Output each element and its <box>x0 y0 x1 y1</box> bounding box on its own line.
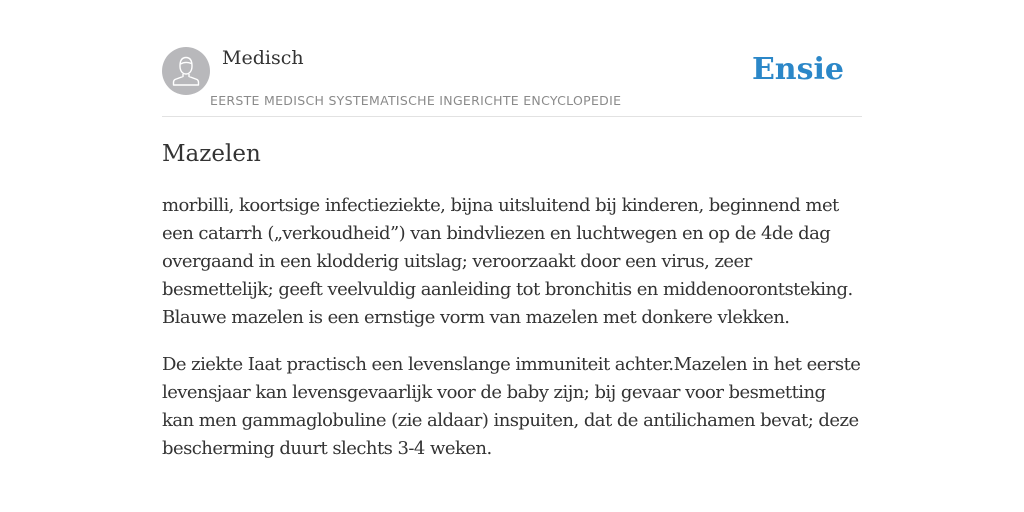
article-body <box>162 192 862 482</box>
source-name[interactable]: Medisch <box>222 47 304 69</box>
brand-logo[interactable]: Ensie <box>751 52 844 87</box>
page-title: Mazelen <box>162 141 261 167</box>
article-paragraph: morbilli, koortsige infectieziekte, bijna uitsluitend bij kinderen, beginnend met een catarrh („verkoudheid”) van bindvliezen en luchtwegen en op de 4de dag overgaand in een klodderig uitslag; veroorzaakt door een virus, zeer besmettelijk; geeft veelvuldig aanleiding tot bronchitis en middenoorontsteking. Blauwe mazelen is een ernstige vorm van mazelen met donkere vlekken. <box>162 195 853 328</box>
source-subtitle: EERSTE MEDISCH SYSTEMATISCHE INGERICHTE ENCYCLOPEDIE <box>210 93 622 108</box>
user-icon <box>162 47 210 95</box>
article-paragraph: De ziekte Iaat practisch een levenslange immuniteit achter.Mazelen in het eerste levensjaar kan levensgevaarlijk voor de baby zijn; bij gevaar voor besmetting kan men gammaglobuline (zie aldaar) inspuiten, dat de antilichamen bevat; deze bescherming duurt slechts 3-4 weken. <box>162 354 861 459</box>
avatar[interactable] <box>162 47 210 95</box>
article-header <box>162 46 862 117</box>
